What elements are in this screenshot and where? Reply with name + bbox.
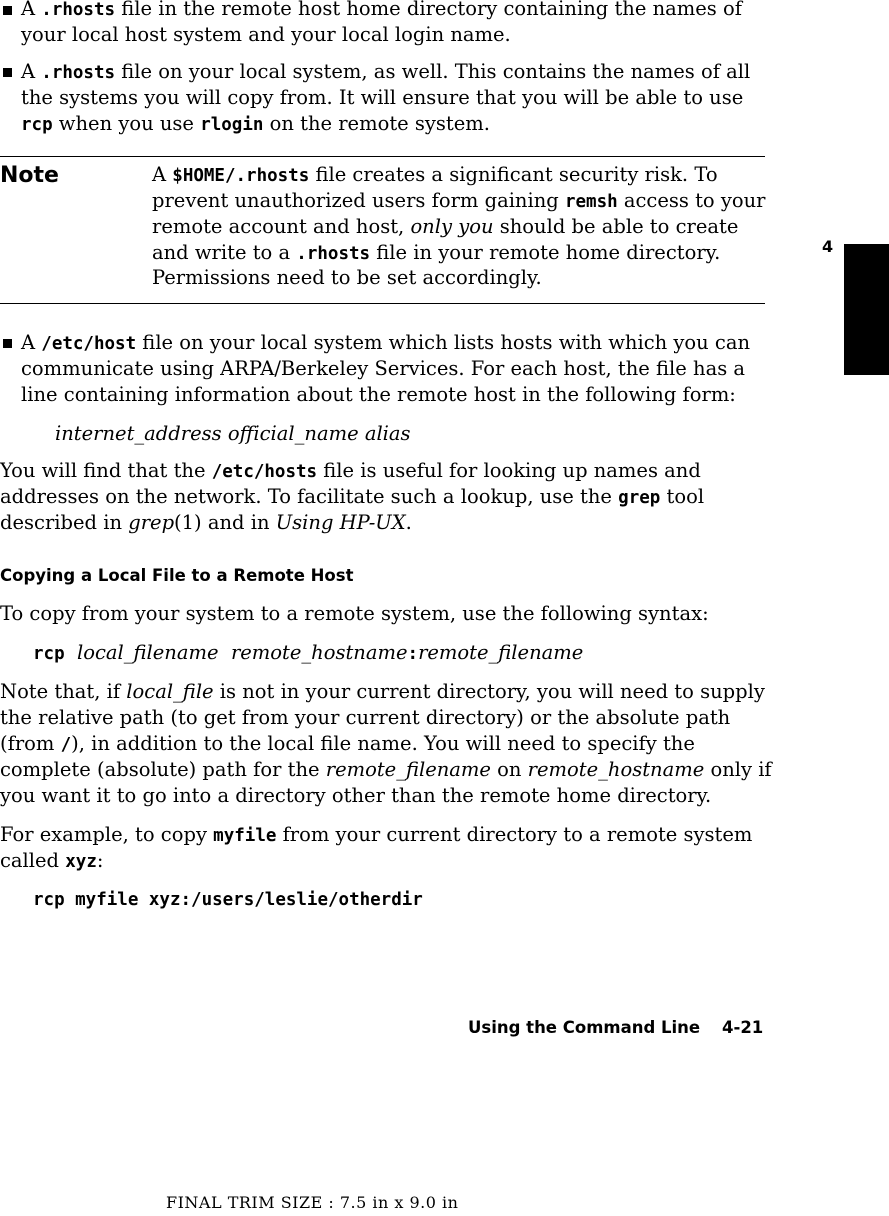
footer-page-number: 4-21 (722, 1018, 764, 1037)
note-line-1: A $HOME/.rhosts file creates a significant security risk. To (152, 163, 718, 186)
para-1-line-3: described in grep(1) and in Using HP-UX. (0, 511, 412, 534)
para-3-line-5: you want it to go into a directory other than the remote home directory. (0, 784, 712, 807)
bullet-3-line-1: A /etc/host file on your local system which lists hosts with which you can (21, 331, 751, 354)
note-line-2: prevent unauthorized users form gaining remsh access to your (152, 189, 766, 212)
hosts-form: internet_address official_name alias (55, 422, 411, 445)
para-4-line-2: called xyz: (0, 849, 104, 872)
bullet-marker (3, 339, 12, 348)
syntax-line: rcp local_filename remote_hostname:remote_filename (33, 641, 584, 664)
note-label: Note (0, 163, 59, 188)
footer-title: Using the Command Line (468, 1018, 701, 1037)
para-3-line-4: complete (absolute) path for the remote_filename on remote_hostname only if (0, 758, 772, 781)
para-1-line-2: addresses on the network. To facilitate such a lookup, use the grep tool (0, 485, 705, 508)
section-heading: Copying a Local File to a Remote Host (0, 566, 354, 585)
bullet-marker (3, 6, 12, 15)
para-3-line-3: (from /), in addition to the local file name. You will need to specify the (0, 732, 695, 755)
para-3-line-2: the relative path (to get from your current directory) or the absolute path (0, 706, 731, 729)
chapter-number: 4 (822, 237, 834, 256)
example-command: rcp myfile xyz:/users/leslie/otherdir (33, 890, 423, 910)
bullet-1-line-2: your local host system and your local login name. (21, 23, 511, 46)
bullet-3-line-2: communicate using ARPA/Berkeley Services. For each host, the file has a (21, 357, 746, 380)
note-line-4: and write to a .rhosts file in your remote home directory. (152, 241, 721, 264)
note-bottom-rule (0, 303, 765, 304)
bullet-marker (3, 68, 12, 77)
para-1-line-1: You will find that the /etc/hosts file is useful for looking up names and (0, 459, 701, 482)
bullet-2-line-3: rcp when you use rlogin on the remote system. (21, 112, 490, 135)
bullet-1-line-1: A .rhosts file in the remote host home directory containing the names of (21, 0, 742, 20)
para-4-line-1: For example, to copy myfile from your current directory to a remote system (0, 823, 753, 846)
chapter-tab-marker (844, 244, 889, 375)
bullet-2-line-2: the systems you will copy from. It will ensure that you will be able to use (21, 86, 744, 109)
note-line-5: Permissions need to be set accordingly. (152, 266, 542, 289)
bullet-2-line-1: A .rhosts file on your local system, as well. This contains the names of all (21, 60, 751, 83)
note-top-rule (0, 156, 765, 157)
para-3-line-1: Note that, if local_file is not in your current directory, you will need to supply (0, 680, 765, 703)
para-2: To copy from your system to a remote system, use the following syntax: (0, 602, 709, 625)
trim-size-note: FINAL TRIM SIZE : 7.5 in x 9.0 in (166, 1193, 459, 1212)
note-line-3: remote account and host, only you should be able to create (152, 215, 739, 238)
bullet-3-line-3: line containing information about the remote host in the following form: (21, 383, 736, 406)
